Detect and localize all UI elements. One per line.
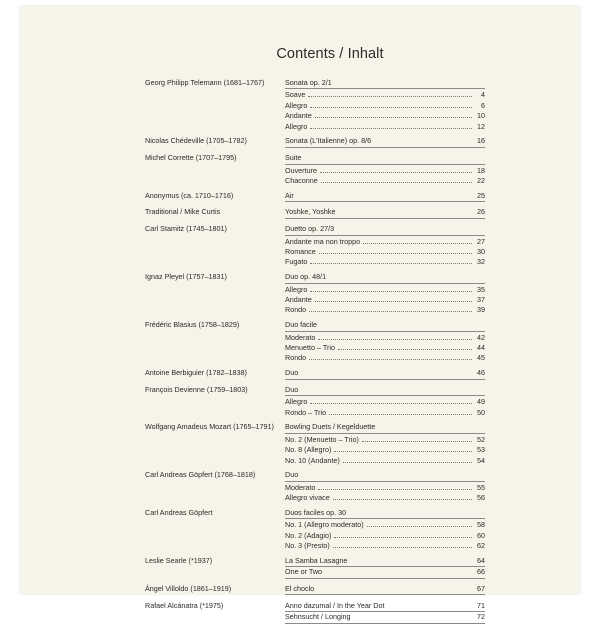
work-row bbox=[285, 612, 485, 623]
entry-works bbox=[285, 556, 485, 579]
movement-title: Rondo bbox=[285, 353, 307, 363]
page-number: 22 bbox=[477, 175, 485, 185]
movement-title: Allegro vivace bbox=[285, 493, 330, 503]
dot-leader bbox=[338, 342, 472, 350]
work-title: Anno dazumal / In the Year Dot bbox=[285, 600, 385, 610]
page-number: 52 bbox=[477, 434, 485, 444]
work-row bbox=[285, 320, 485, 331]
page-number: 71 bbox=[477, 600, 485, 610]
page-number: 46 bbox=[477, 368, 485, 378]
dot-leader bbox=[374, 136, 472, 143]
movement-title: Allegro bbox=[285, 284, 308, 294]
entry-works bbox=[285, 385, 485, 417]
work-title: Duetto op. 27/3 bbox=[285, 224, 335, 234]
dot-leader bbox=[317, 584, 472, 591]
composer-name: Michel Corrette (1707–1795) bbox=[145, 153, 237, 163]
movement-title: Andante bbox=[285, 111, 312, 121]
page-title: Contents / Inhalt bbox=[276, 46, 384, 62]
dot-leader bbox=[320, 165, 472, 173]
dot-leader bbox=[329, 407, 472, 415]
work-title: La Samba Lasagne bbox=[285, 555, 348, 565]
entry-works bbox=[285, 368, 485, 379]
dot-leader bbox=[315, 110, 472, 118]
dot-leader bbox=[320, 320, 472, 327]
movement-title: Rondo bbox=[285, 305, 307, 315]
page-number: 32 bbox=[477, 257, 485, 267]
work-title: Duos faciles op. 30 bbox=[285, 507, 347, 517]
movement-row bbox=[285, 444, 485, 454]
movement-row bbox=[285, 110, 485, 120]
entry-works bbox=[285, 272, 485, 315]
toc-entry bbox=[145, 584, 485, 595]
work-row bbox=[285, 508, 485, 519]
entry-works bbox=[285, 470, 485, 502]
composer-name: Frédéric Blasius (1758–1829) bbox=[145, 320, 240, 330]
movement-row bbox=[285, 121, 485, 131]
composer-name: Ignaz Pleyel (1757–1831) bbox=[145, 272, 227, 282]
work-row bbox=[285, 567, 485, 578]
work-title: Sonata op. 2/1 bbox=[285, 78, 332, 87]
page-number: 49 bbox=[477, 397, 485, 407]
entry-works bbox=[285, 153, 485, 185]
dot-leader bbox=[301, 470, 472, 477]
work-row bbox=[285, 470, 485, 481]
dot-leader bbox=[318, 332, 472, 340]
page-number: 12 bbox=[477, 121, 485, 131]
composer-name: Anonymus (ca. 1710–1716) bbox=[145, 190, 234, 200]
work-row bbox=[285, 601, 485, 612]
movement-row bbox=[285, 407, 485, 417]
movement-row bbox=[285, 175, 485, 185]
movement-row bbox=[285, 256, 485, 266]
page-number: 6 bbox=[481, 100, 485, 110]
composer-name: Ángel Villoldo (1861–1919) bbox=[145, 584, 232, 594]
movement-title: Andante ma non troppo bbox=[285, 236, 361, 246]
work-title: Sehnsucht / Longing bbox=[285, 612, 351, 622]
dot-leader bbox=[310, 121, 472, 129]
dot-leader bbox=[362, 434, 472, 442]
page-number: 10 bbox=[477, 111, 485, 121]
entry-works bbox=[285, 584, 485, 595]
page-number: 62 bbox=[477, 541, 485, 551]
page-number: 35 bbox=[477, 284, 485, 294]
entry-works bbox=[285, 422, 485, 465]
movement-title: Moderato bbox=[285, 332, 316, 342]
entry-works bbox=[285, 224, 485, 267]
dot-leader bbox=[343, 455, 472, 463]
movement-title: No. 2 (Adagio) bbox=[285, 530, 332, 540]
movement-row bbox=[285, 482, 485, 492]
page-number: 54 bbox=[477, 455, 485, 465]
composer-name: Carl Andreas Göpfert bbox=[145, 507, 213, 517]
work-title: El choclo bbox=[285, 584, 315, 594]
toc-entry bbox=[145, 191, 485, 202]
dot-leader bbox=[329, 272, 472, 279]
movement-title: No. 10 (Andante) bbox=[285, 455, 340, 465]
page-number: 26 bbox=[477, 207, 485, 217]
work-row bbox=[285, 368, 485, 379]
toc-entry bbox=[145, 368, 485, 379]
composer-name: Leslie Searle (*1937) bbox=[145, 555, 213, 565]
dot-leader bbox=[350, 556, 472, 563]
dot-leader bbox=[308, 89, 472, 97]
toc-entry bbox=[145, 224, 485, 267]
toc-entry bbox=[145, 320, 485, 363]
movement-row bbox=[285, 89, 485, 99]
work-title: Air bbox=[285, 190, 294, 200]
dot-leader bbox=[309, 352, 472, 360]
page-number: 67 bbox=[477, 584, 485, 594]
movement-title: Allegro bbox=[285, 100, 308, 110]
page-number: 53 bbox=[477, 445, 485, 455]
toc-entry bbox=[145, 470, 485, 502]
work-title: Duo facile bbox=[285, 320, 317, 330]
dot-leader bbox=[363, 236, 472, 244]
dot-leader bbox=[310, 284, 472, 292]
work-title: Suite bbox=[285, 153, 302, 163]
work-title: Duo bbox=[285, 368, 299, 378]
dot-leader bbox=[318, 482, 472, 490]
toc-entry bbox=[145, 601, 485, 624]
page-number: 27 bbox=[477, 236, 485, 246]
work-title: One or Two bbox=[285, 567, 323, 577]
page-number: 55 bbox=[477, 482, 485, 492]
movement-row bbox=[285, 530, 485, 540]
movement-row bbox=[285, 492, 485, 502]
work-title: Duo op. 48/1 bbox=[285, 272, 327, 282]
page-number: 4 bbox=[481, 90, 485, 100]
page-number: 42 bbox=[477, 332, 485, 342]
toc-entry bbox=[145, 78, 485, 131]
dot-leader bbox=[334, 530, 472, 538]
composer-name: François Devienne (1759–1803) bbox=[145, 384, 248, 394]
movement-title: Andante bbox=[285, 294, 312, 304]
movement-row bbox=[285, 455, 485, 465]
movement-title: No. 2 (Menuetto – Trio) bbox=[285, 434, 359, 444]
dot-leader bbox=[354, 612, 472, 619]
dot-leader bbox=[334, 444, 472, 452]
movement-row bbox=[285, 519, 485, 529]
dot-leader bbox=[297, 191, 472, 198]
toc-entry bbox=[145, 508, 485, 551]
dot-leader bbox=[310, 396, 472, 404]
work-title: Yoshke, Yoshke bbox=[285, 207, 336, 217]
work-row bbox=[285, 422, 485, 433]
dot-leader bbox=[309, 304, 472, 312]
work-row bbox=[285, 136, 485, 147]
dot-leader bbox=[337, 224, 472, 231]
movement-title: Menuetto – Trio bbox=[285, 342, 335, 352]
movement-title: Allegro bbox=[285, 397, 308, 407]
work-row bbox=[285, 191, 485, 202]
movement-row bbox=[285, 236, 485, 246]
toc-entry bbox=[145, 422, 485, 465]
toc-entry bbox=[145, 136, 485, 147]
movement-row bbox=[285, 352, 485, 362]
entry-works bbox=[285, 320, 485, 363]
page-number: 60 bbox=[477, 530, 485, 540]
work-title: Bowling Duets / Kegelduette bbox=[285, 422, 376, 432]
composer-name: Antoine Berbiguier (1782–1838) bbox=[145, 368, 247, 378]
work-row bbox=[285, 207, 485, 218]
book-page bbox=[20, 6, 580, 622]
movement-title: Fugato bbox=[285, 257, 308, 267]
composer-name: Carl Stamitz (1745–1801) bbox=[145, 224, 227, 234]
page-number: 56 bbox=[477, 493, 485, 503]
work-title: Sonata (L'Italienne) op. 8/6 bbox=[285, 136, 372, 146]
dot-leader bbox=[319, 246, 472, 254]
page-number: 16 bbox=[477, 136, 485, 146]
dot-leader bbox=[349, 508, 472, 515]
toc-entry bbox=[145, 385, 485, 417]
dot-leader bbox=[301, 385, 472, 392]
table-of-contents bbox=[145, 78, 485, 629]
movement-row bbox=[285, 332, 485, 342]
work-row bbox=[285, 385, 485, 396]
page-number: 45 bbox=[477, 353, 485, 363]
page-number: 30 bbox=[477, 247, 485, 257]
page-number: 25 bbox=[477, 190, 485, 200]
entry-works bbox=[285, 78, 485, 131]
dot-leader bbox=[367, 519, 472, 527]
movement-title: No. 3 (Presto) bbox=[285, 541, 330, 551]
dot-leader bbox=[325, 567, 472, 574]
work-title: Duo bbox=[285, 384, 299, 394]
dot-leader bbox=[339, 207, 473, 214]
dot-leader bbox=[304, 153, 472, 160]
dot-leader bbox=[333, 540, 472, 548]
movement-title: Romance bbox=[285, 247, 316, 257]
dot-leader bbox=[310, 256, 472, 264]
movement-title: Chaconne bbox=[285, 175, 318, 185]
entry-works bbox=[285, 191, 485, 202]
dot-leader bbox=[321, 175, 472, 183]
work-row bbox=[285, 224, 485, 235]
movement-title: Allegro bbox=[285, 121, 308, 131]
composer-name: Carl Andreas Göpfert (1768–1818) bbox=[145, 470, 256, 480]
movement-title: No. 8 (Allegro) bbox=[285, 445, 332, 455]
movement-row bbox=[285, 294, 485, 304]
work-row bbox=[285, 153, 485, 164]
toc-entry bbox=[145, 272, 485, 315]
entry-works bbox=[285, 601, 485, 624]
page-number: 39 bbox=[477, 305, 485, 315]
page-number: 50 bbox=[477, 407, 485, 417]
work-row bbox=[285, 556, 485, 567]
page-number: 66 bbox=[477, 567, 485, 577]
page-number: 58 bbox=[477, 520, 485, 530]
movement-row bbox=[285, 342, 485, 352]
dot-leader bbox=[310, 100, 472, 108]
page-number: 18 bbox=[477, 165, 485, 175]
dot-leader bbox=[388, 601, 473, 608]
page-number: 72 bbox=[477, 612, 485, 622]
movement-row bbox=[285, 284, 485, 294]
movement-row bbox=[285, 434, 485, 444]
dot-leader bbox=[378, 422, 472, 429]
movement-row bbox=[285, 246, 485, 256]
entry-works bbox=[285, 207, 485, 218]
composer-name: Georg Philipp Telemann (1681–1767) bbox=[145, 78, 265, 87]
movement-row bbox=[285, 304, 485, 314]
work-row bbox=[285, 584, 485, 595]
page-number: 44 bbox=[477, 342, 485, 352]
composer-name: Traditional / Mike Curtis bbox=[145, 207, 221, 217]
entry-works bbox=[285, 136, 485, 147]
movement-row bbox=[285, 540, 485, 550]
work-row bbox=[285, 78, 485, 89]
dot-leader bbox=[301, 368, 472, 375]
movement-title: Soave bbox=[285, 90, 306, 100]
movement-row bbox=[285, 100, 485, 110]
composer-name: Wolfgang Amadeus Mozart (1765–1791) bbox=[145, 422, 274, 432]
composer-name: Rafael Alcánatra (*1975) bbox=[145, 600, 224, 610]
dot-leader bbox=[315, 294, 472, 302]
dot-leader bbox=[333, 492, 472, 500]
work-title: Duo bbox=[285, 470, 299, 480]
toc-entry bbox=[145, 153, 485, 185]
movement-row bbox=[285, 165, 485, 175]
toc-entry bbox=[145, 556, 485, 579]
movement-title: No. 1 (Allegro moderato) bbox=[285, 520, 364, 530]
work-row bbox=[285, 272, 485, 283]
dot-leader bbox=[335, 78, 472, 85]
page-number: 64 bbox=[477, 555, 485, 565]
page-number: 37 bbox=[477, 294, 485, 304]
movement-title: Rondo – Trio bbox=[285, 407, 327, 417]
composer-name: Nicolas Chédeville (1705–1782) bbox=[145, 136, 247, 146]
toc-entry bbox=[145, 207, 485, 218]
movement-title: Ouverture bbox=[285, 165, 317, 175]
entry-works bbox=[285, 508, 485, 551]
movement-title: Moderato bbox=[285, 482, 316, 492]
movement-row bbox=[285, 396, 485, 406]
